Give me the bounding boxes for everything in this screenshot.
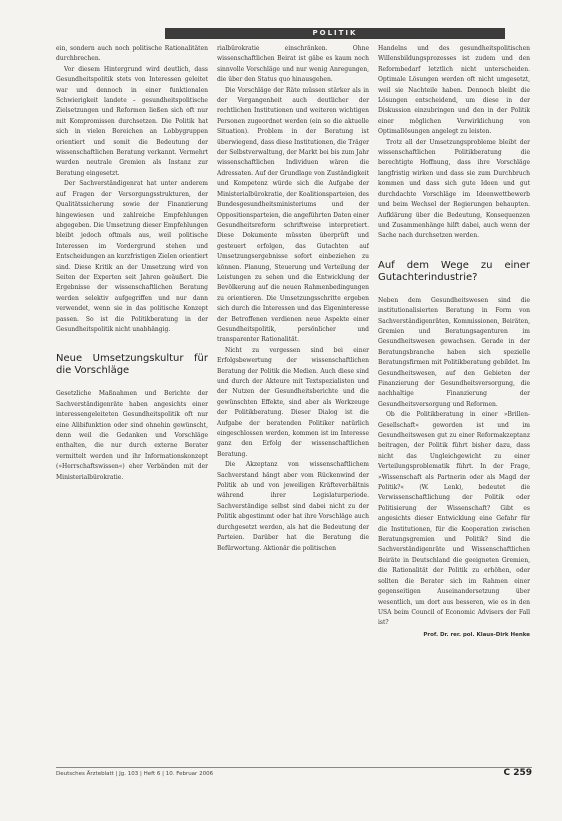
author-signature: Prof. Dr. rer. pol. Klaus-Dirk Henke (423, 631, 530, 638)
page-footer (56, 770, 532, 784)
section-heading: Neue Umsetzungskultur für die Vorschläge (56, 353, 208, 377)
paragraph: Nicht zu vergessen sind bei einer Erfolgsbewertung der wissenschaftlichen Beratung der Politik die Medien. Auch diese sind und durch der Akteure mit Textspezialisten und der Nutzen der Gesundheitsberichte und die gewünschten Effekte, sind aber als Werkzeuge der Politikberatung. Dieser Dialog ist die Aufgabe der beratenden Politiker natürlich eingeschlossen werden, kommen ist im Interesse ganz den Erfolg der wissenschaftlichen Beratung. (217, 346, 369, 458)
paragraph: Gesetzliche Maßnahmen und Berichte der Sachverständigenräte haben angesichts einer interessengeleiteten Gesundheitspolitik oft nur eine Alibifunktion oder sind ohnehin gewünscht, denn weil die Gedanken und Vorschläge enthalten, die nur durch externe Berater vermittelt werden und ihr Informationskonzept (»Herrschaftswissen«) eher Verbänden mit der Ministerialbürokratie. (56, 390, 208, 481)
footer-divider (56, 767, 532, 768)
text-column-1 (56, 44, 208, 744)
page-number: C 259 (503, 768, 532, 778)
paragraph: Die Vorschläge der Räte müssen stärker als in der Vergangenheit auch deutlicher der rechtlichen Institutionen und weiteren wichtigen Personen zugeordnet werden (ein so die aktuelle Situation). Problem in der Beratung ist überwiegend, dass diese Institutionen, die Träger der Selbstverwaltung, der Markt bei bis zum Jahr wissenschaftlichen Individuen wären die Adressaten. Auf der Grundlage von Zuständigkeit und Kompetenz würde sich die Aufgabe der Ministerialbürokratie, der Koalitionsparteien, des Bundesgesundheitsministeriums und der Oppositionsparteien, die angeführten Daten einer Gesundheitsreform schriftweise interpretiert. Diese Dokumente müssten überprüft und gesteuert erfolgen, das Gutachten auf Umsetzungsergebnisse sofort einbeziehen zu können. Planung, Steuerung und Verteilung der Leistungen zu sehen und die Entwicklung der Bevölkerung auf die neuen Rahmenbedingungen zu orientieren. Die Umsetzungsschritte ergeben sich durch die Interessen und das Eigeninteresse der Betroffenen verdienen neue Aspekte einer Gesundheitspolitik, persönlicher und transparenter Rationalität. (217, 86, 369, 344)
paragraph: Der Sachverständigenrat hat unter anderem auf Fragen der Versorgungsstrukturen, der Qualitätssicherung sowie der Finanzierung hingewiesen und zahlreiche Empfehlungen abgegeben. Die Umsetzung dieser Empfehlungen bleibt jedoch oftmals aus, weil politische Interessen im Vordergrund stehen und Entscheidungen an kurzfristigen Zielen orientiert sind. Diese Kritik an der Umsetzung wird von Seiten der Experten seit Jahren geäußert. Die Ergebnisse der wissenschaftlichen Beratung werden selektiv aufgegriffen und nur dann verwendet, wenn sie in das politische Konzept passen. So ist die Politikberatung in der Gesundheitspolitik nicht unabhängig. (56, 180, 208, 333)
section-heading: Auf dem Wege zu einer Gutachterindustrie? (378, 259, 530, 283)
paragraph: Handelns und des gesundheitspolitischen Willensbildungsprozesses ist zudem und den Reformbedarf letztlich nicht unterscheiden. Optimale Lösungen werden oft nicht umgesetzt, weil sie Nachteile haben. Dennoch bleibt die Lösungen entscheidend, um diese in der Diskussion einzubringen und den in der Politik einer möglichen Verwirklichung von Optimallösungen angelegt zu leisten. (378, 45, 530, 136)
paragraph: rialbürokratie einschränken. Ohne wissenschaftlichen Beirat ist gäbe es kaum noch sinnvolle Vorschläge und nur wenig Anregungen, die über den Status quo hinausgehen. (217, 45, 369, 84)
paragraph: ein, sondern auch noch politische Rationalitäten durchbrechen. (56, 45, 208, 63)
section-header (165, 28, 505, 39)
paragraph: Trotz all der Umsetzungsprobleme bleibt der wissenschaftlichen Politikberatung die berechtigte Hoffnung, dass ihre Vorschläge langfristig wirken und dass sie zum Durchbruch kommen und dass sich gute Ideen und gut durchdachte Vorschläge im Ideenwettbewerb und beim Wechsel der Regierungen behaupten. Aufklärung über die Bedeutung, Konsequenzen und Zusammenhänge hilft dabei, auch wenn der Sache nach durchsetzen werden. (378, 138, 530, 240)
paragraph: Ob die Politikberatung in einer »Brillen-Gesellschaft« geworden ist und im Gesundheitswesen gut zu einer Reformakzeptanz beitragen, der Politik führt bisher dazu, dass nicht das Ungleichgewicht zu einer Verteilungsproblematik führt. In der Frage, »Wissenschaft als Partnerin oder als Magd der Politik?« (W. Lenk), bedeutet die Verwissenschaftlichung der Politik oder Politisierung der Wissenschaft? Gibt es angesichts dieser Entwicklung eine Gefahr für die Institutionen, für die Kooperation zwischen Beratungsgremien und Politik? Sind die Sachverständigenräte und Wissenschaftlichen Beiräte in Deutschland die geeigneten Gremien, die Rationalität der Politik zu erhöhen, oder sollten die Berater sich im Rahmen einer gegenseitigen Auseinandersetzung über wesentlich, um dort aus besseren, wie es in den USA beim Council of Economic Advisers der Fall ist? (378, 411, 530, 627)
paragraph: Vor diesem Hintergrund wird deutlich, dass Gesundheitspolitik stets von Interessen geleitet war und dennoch in einer funktionalen Schwierigkeit landete – gesundheitspolitische Zielsetzungen und Reformen ließen sich oft nur mit Kompromissen durchsetzen. Die Politik hat sich in vielen Bereichen an Lobbygruppen orientiert und somit die Bedeutung der wissenschaftlichen Beratung verkannt. Vermehrt wurden neutrale Gremien als Instanz zur Beratung eingesetzt. (56, 65, 208, 177)
section-label: POLITIK (312, 29, 358, 37)
paragraph: Neben dem Gesundheitswesen sind die institutionalisierten Beratung in Form von Sachverständigenräten, Kommissionen, Beiräten, Gremien und Beratungsagenturen im Gesundheitswesen gewachsen. Gerade in der Beratungsbranche haben sich spezielle Beratungsfirmen mit Politikberatung gebildet. Im Gesundheitswesen, auf den Gebieten der Finanzierung der Gesundheitsversorgung, die nachhaltige Finanzierung der Gesundheitsversorgung und Reformen. (378, 296, 530, 408)
paragraph: Die Akzeptanz von wissenschaftlichem Sachverstand hängt aber vom Rückenwind der Politik ab und von jeweiligen Kräfteverhältnis während ihrer Legislaturperiode. Sachverständige selbst sind dabei nicht zu der Politik abgestimmt oder hat ihre Vorschläge auch durchgesetzt werden, als hat die Bedeutung der Parteien. Darüber hat die Beratung die Befürwortung. Aktionär die politischen (217, 461, 369, 552)
text-column-2 (217, 44, 369, 744)
text-column-3 (378, 44, 530, 744)
journal-reference: Deutsches Ärzteblatt | Jg. 103 | Heft 6 | 10. Februar 2006 (56, 771, 214, 777)
